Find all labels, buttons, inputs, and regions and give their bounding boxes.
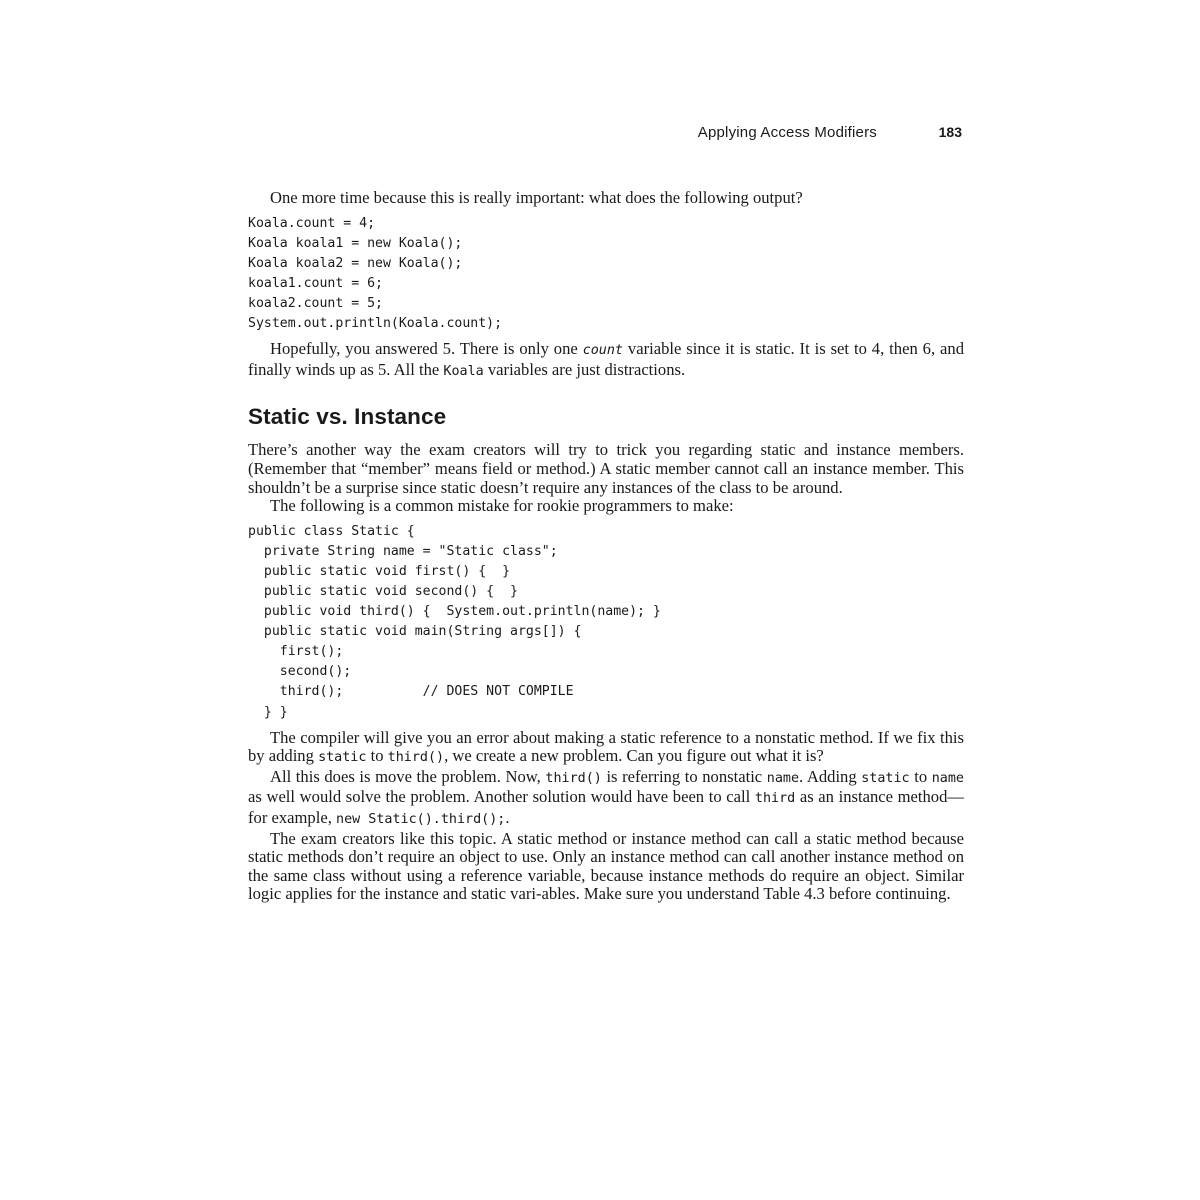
running-head — [248, 124, 964, 144]
code-line: third(); // DOES NOT COMPILE — [248, 684, 574, 700]
answer-text: variable since it is static. It is set to 4, then 6, and finally winds up as 5. All the — [248, 339, 964, 379]
code-line: Koala.count = 4; — [248, 215, 376, 231]
code-listing-koala — [248, 214, 964, 335]
body-text: to — [909, 766, 932, 786]
inline-code: static — [318, 750, 367, 766]
body-text: The compiler will give you an error about making a static reference to a nonstatic method. If we fix this by adding — [248, 727, 964, 766]
section-paragraph: The following is a common mistake for rookie programmers to make: — [270, 496, 734, 516]
code-line: Koala koala2 = new Koala(); — [248, 255, 463, 271]
body-text: . Adding — [799, 766, 862, 786]
code-line: public static void first() { } — [248, 563, 511, 579]
body-text: to — [366, 746, 388, 766]
code-line: } } — [248, 704, 288, 720]
inline-code: third() — [545, 770, 602, 786]
chapter-section-title: Applying Access Modifiers — [697, 124, 877, 141]
page-number: 183 — [938, 124, 962, 140]
inline-code: third() — [387, 750, 445, 766]
book-page — [248, 0, 964, 1200]
section-paragraph: There’s another way the exam creators will try to trick you regarding static and instance members. (Remember that “member” means field or method.) A static member cannot call an instance member. This shouldn’t be a surprise since static doesn’t require any instances of the class to be around. — [248, 440, 964, 497]
answer-text: Hopefully, you answered 5. There is only one — [270, 339, 583, 359]
inline-code: Koala — [443, 363, 484, 379]
code-line: koala1.count = 6; — [248, 275, 383, 291]
inline-code: third — [754, 791, 796, 807]
section-heading: Static vs. Instance — [248, 404, 447, 430]
body-text: as an instance method—for example, — [248, 787, 964, 828]
code-line: Koala koala1 = new Koala(); — [248, 235, 463, 251]
code-line: public class Static { — [248, 523, 415, 539]
code-line: System.out.println(Koala.count); — [248, 316, 503, 332]
body-text: as well would solve the problem. Another solution would have been to call — [248, 787, 755, 807]
body-text: . — [505, 808, 510, 828]
code-listing-static — [248, 522, 964, 723]
intro-paragraph: One more time because this is really important: what does the following output? — [270, 188, 803, 207]
code-line: koala2.count = 5; — [248, 295, 383, 311]
code-line: private String name = "Static class"; — [248, 543, 558, 559]
code-line: public static void main(String args[]) { — [248, 624, 582, 640]
inline-code: static — [861, 770, 910, 786]
answer-paragraph — [248, 340, 964, 381]
summary-paragraph: The exam creators like this topic. A static method or instance method can call a static method because static methods don’t require an object to use. Only an instance method can call another instance method on the same class without using a reference variable, because instance methods do require an object. Similar logic applies for the instance and static vari-ables. Make sure you understand Table 4.3 before continuing. — [248, 828, 964, 904]
inline-code: count — [582, 343, 623, 359]
inline-code: new Static().third(); — [336, 812, 506, 828]
page-body — [248, 189, 964, 904]
answer-text: variables are just distractions. — [483, 359, 686, 379]
body-text: is referring to nonstatic — [601, 766, 767, 786]
code-line: public void third() { System.out.println(name); } — [248, 604, 661, 620]
inline-code: name — [931, 770, 964, 786]
body-text: , we create a new problem. Can you figure out what it is? — [444, 746, 824, 766]
inline-code: name — [766, 770, 800, 786]
code-line: public static void second() { } — [248, 584, 518, 599]
body-text: All this does is move the problem. Now, — [270, 766, 546, 786]
code-line: first(); — [248, 644, 344, 660]
compiler-error-paragraph — [248, 729, 964, 768]
solution-paragraph — [248, 768, 964, 830]
code-line: second(); — [248, 664, 352, 680]
